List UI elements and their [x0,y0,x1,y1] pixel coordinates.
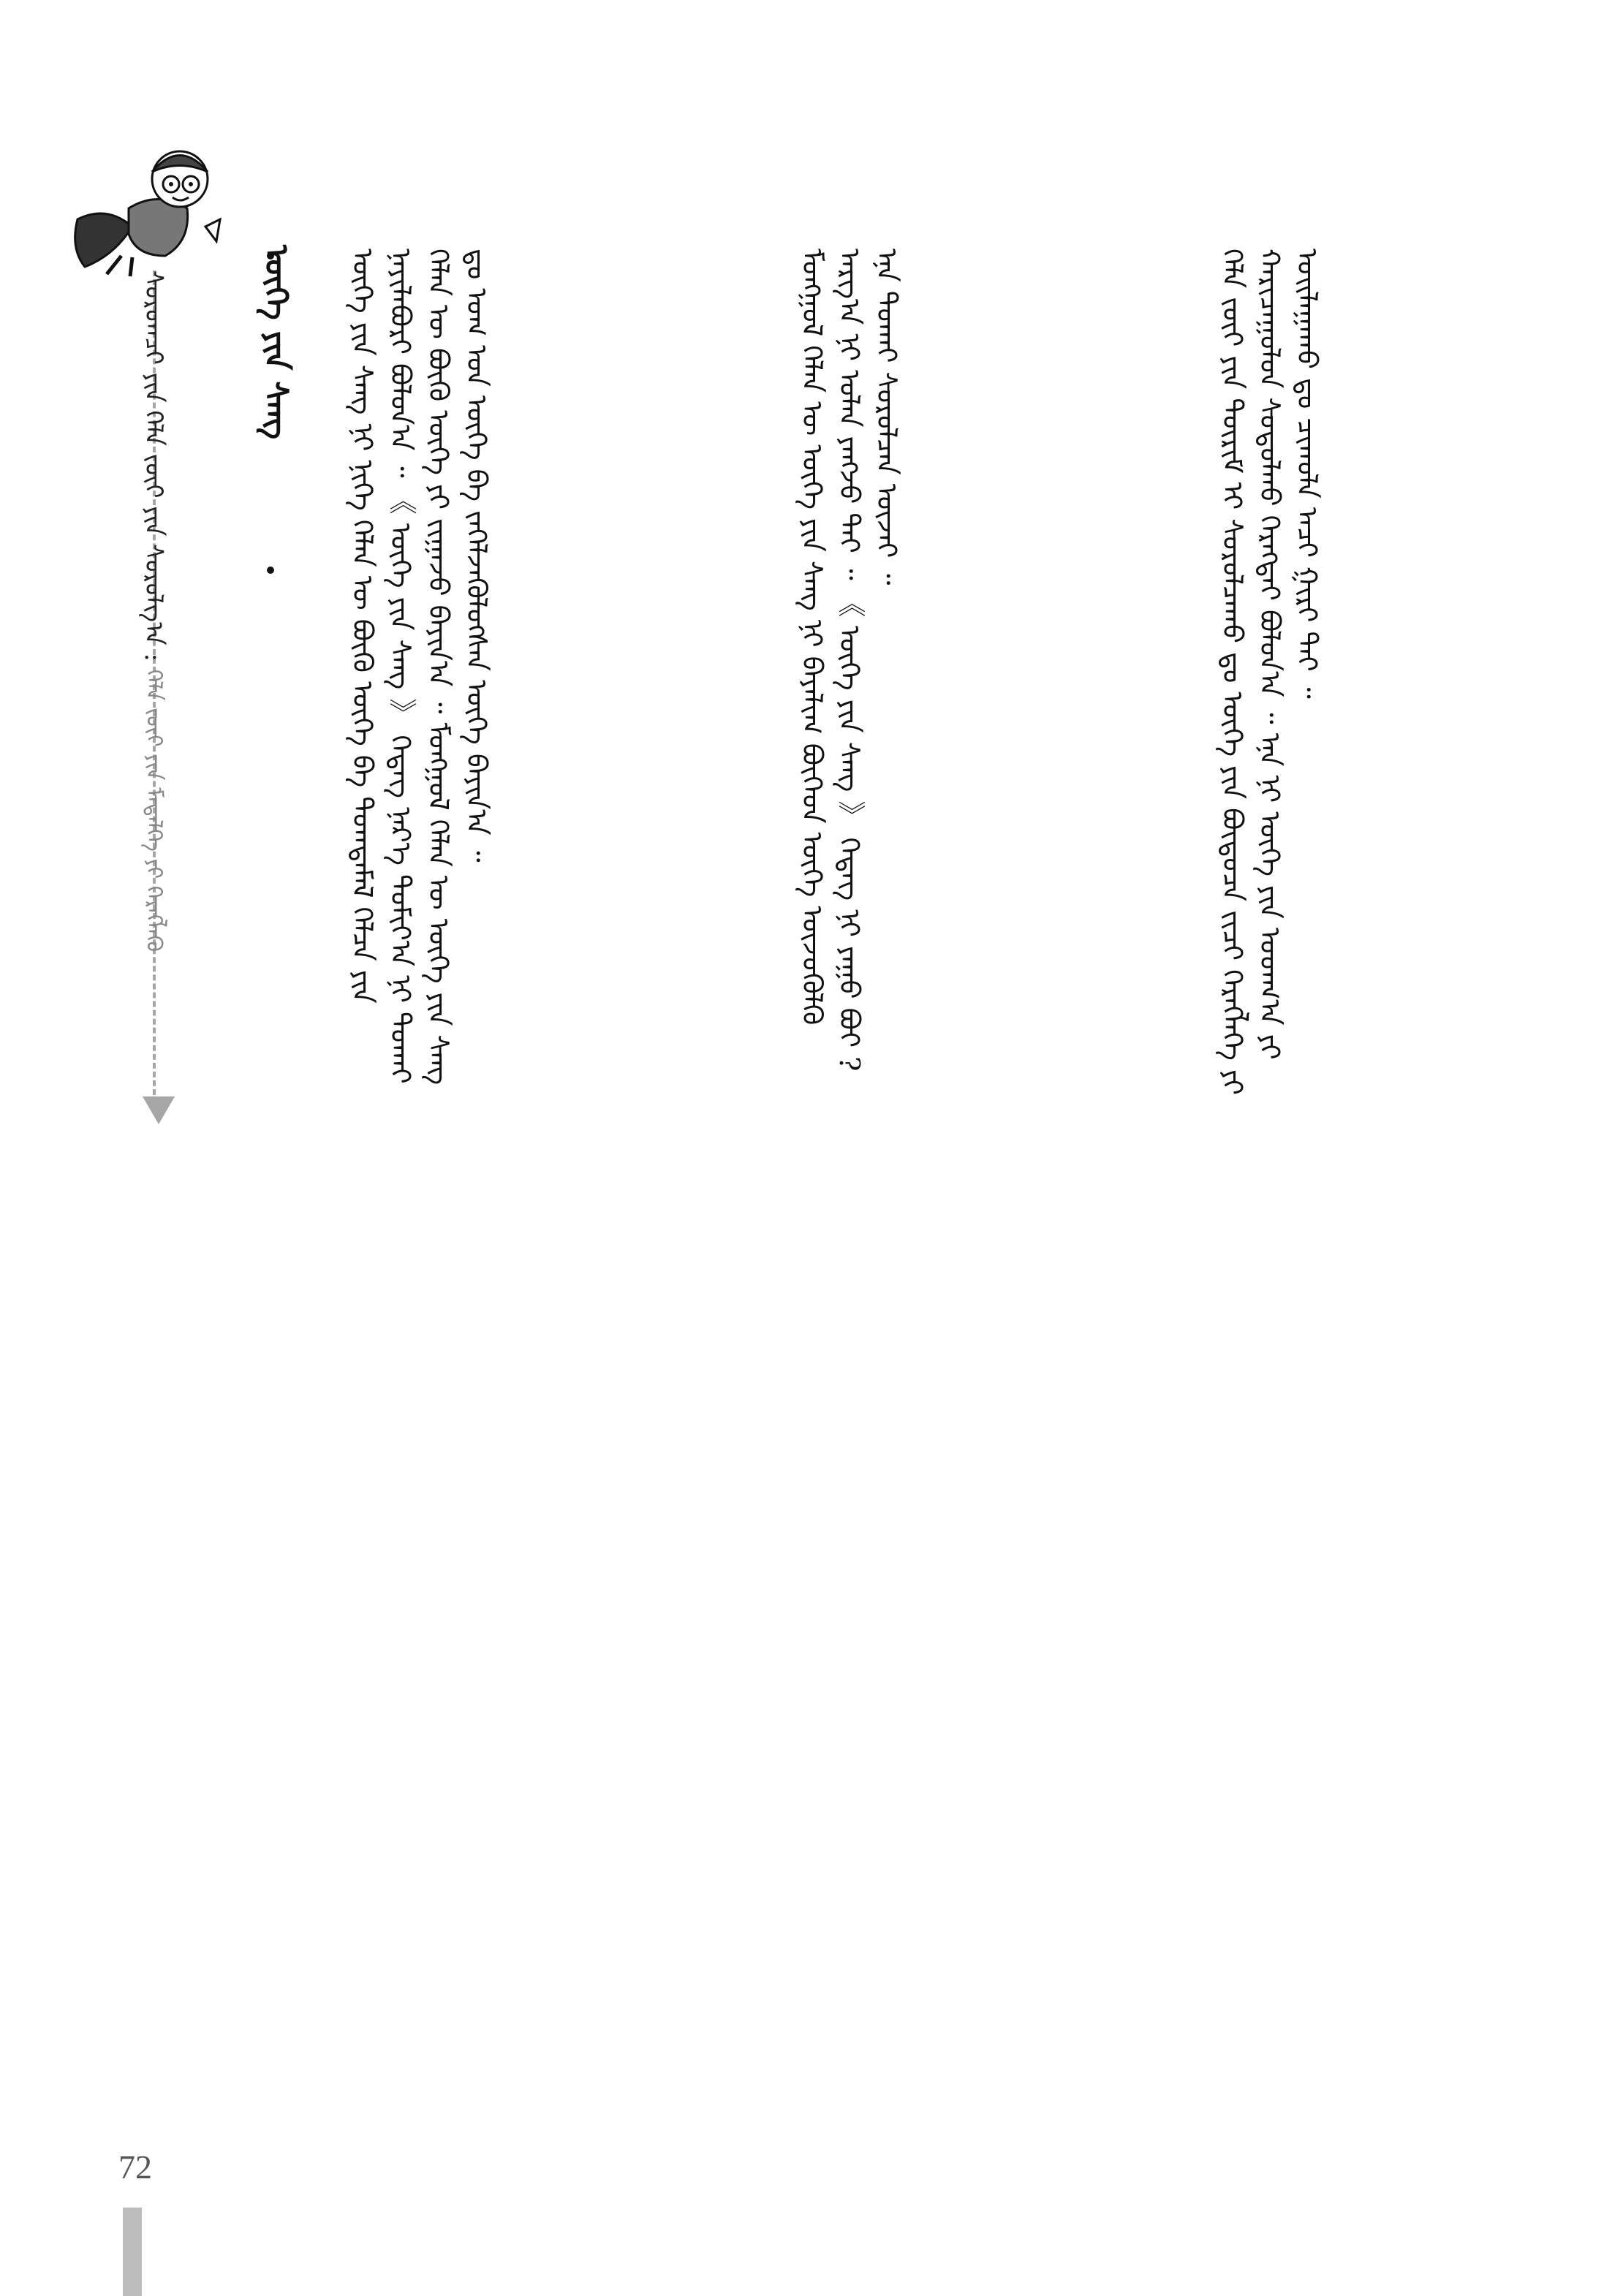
paragraph-3: ᠦᠭᠡ ᠶᠢᠨ ᠰᠠᠩ ᠨᠢ ᠨᠢᠭᠡ ᠬᠡᠯᠡᠨ ᠦ ᠪᠦᠬᠦ ᠦᠭᠡ ᠪᠠ ᠲᠤᠭᠲᠠᠮᠠᠯ ᠬᠡᠯᠴᠡ ᠶᠢᠨ ᠨᠡᠶᠢᠯᠡᠪᠦᠷᠢ ᠪᠣᠯᠤᠨ᠎ᠠ ᠃ 《 ᠦᠭᠡ ᠶᠢᠨ ᠰᠠᠩ 》 ᠭᠡᠳᠡᠭ ᠨᠡᠷ᠎ᠡ ᠲᠣᠮᠢᠶ᠎ᠠ ᠨᠢ ᠲᠤᠬᠠᠢ ᠬᠡᠯᠡᠨ ᠦ ᠪᠦᠬᠦ ᠦᠭᠡ ᠶᠢ ᠵᠢᠭᠠᠵᠤ ᠪᠠᠶᠢᠨ᠎ᠠ ᠃ ᠮᠣᠩᠭᠣᠯ ᠬᠡᠯᠡᠨ ᠦ ᠦᠭᠡ ᠶᠢᠨ ᠰᠠᠩ ᠳᠤ ᠤᠭ ᠤᠨ ᠦᠭᠡ ᠪᠠ ᠵᠡᠭᠡᠯᠵᠡᠭᠦᠯᠦᠭᠰᠡᠨ ᠦᠭᠡ ᠪᠠᠶᠢᠨ᠎ᠠ ᠃ [347,249,493,1086]
page-edge-tab [123,2208,142,2296]
section-title: ᠦᠭᠡ ᠶᠢᠨ ᠰᠠᠩ [257,245,295,439]
page-number: 72 [118,2148,152,2186]
header-arrow-icon [143,1096,175,1124]
running-subtitle: ᠬᠡᠯᠡ ᠵᠦᠢ ᠶᠢᠨ ᠮᠡᠳᠡᠯᠭᠡ ᠶᠢ ᠬᠡᠷᠡᠭᠯᠡᠬᠦ [141,669,167,952]
paragraph-1: ᠬᠡᠯᠡ ᠵᠦᠢ ᠶᠢᠨ ᠳᠦᠷᠢᠮ ᠢ ᠰᠤᠷᠤᠯᠴᠠᠬᠤ ᠳᠤ ᠦᠭᠡ ᠶᠢᠨ ᠪᠦᠲᠦᠴᠡ ᠵᠢᠴᠢ ᠬᠡᠷᠡᠭᠯᠡᠭᠡ ᠶᠢ ᠬᠠᠷᠢᠴᠠᠭᠤᠯᠤᠨ ᠰᠤᠳᠤᠯᠬᠤ ᠬᠡᠷᠡᠭᠲᠡᠢ ᠪᠤᠯᠤᠨ᠎ᠠ ᠃ ᠡᠨᠡ ᠨᠢ ᠦᠭᠡ ᠶᠢᠨ ᠤᠳᠬ᠎ᠠ ᠶᠢ ᠣᠢᠯᠠᠭᠠᠬᠤ ᠳᠤ ᠴᠢᠬᠤᠯᠠ ᠠᠴᠢ ᠬ᠋ᠢᠷᠢ ᠲᠠᠢ ᠃ [1217,249,1323,1095]
running-title: ᠰᠤᠷᠤᠭᠴᠢ ᠶᠢᠨ ᠬᠡᠯᠡ ᠵᠦᠢ ᠶᠢᠨ ᠰᠤᠷᠤᠯᠭ᠎ᠠ : [139,270,168,662]
running-header [139,270,168,952]
paragraph-2: ᠮᠣᠩᠭᠣᠯ ᠬᠡᠯᠡᠨ ᠦ ᠦᠭᠡ ᠶᠢᠨ ᠰᠠᠩ ᠨᠢ ᠪᠠᠶᠠᠯᠢᠭ ᠪᠥᠭᠡᠳ ᠦᠭᠡ ᠦᠵᠦᠭᠦᠯᠬᠦ ᠠᠷᠭ᠎ᠠ ᠨᠢ ᠣᠯᠠᠨ ᠶᠠᠩᠵᠤ ᠲᠠᠢ ᠃ 《 ᠦᠭᠡ ᠶᠢᠨ ᠰᠠᠩ 》 ᠭᠡᠳᠡᠭ ᠨᠢ ᠶᠠᠭᠤ ᠪᠤᠢ ? ᠡᠨᠡ ᠲᠤᠬᠠᠢ ᠰᠤᠷᠤᠯᠴᠠᠨ ᠦᠵᠡᠶ ᠃ [796,249,903,1072]
section-bullet-end-icon [267,567,274,574]
mascot-illustration [63,139,224,278]
